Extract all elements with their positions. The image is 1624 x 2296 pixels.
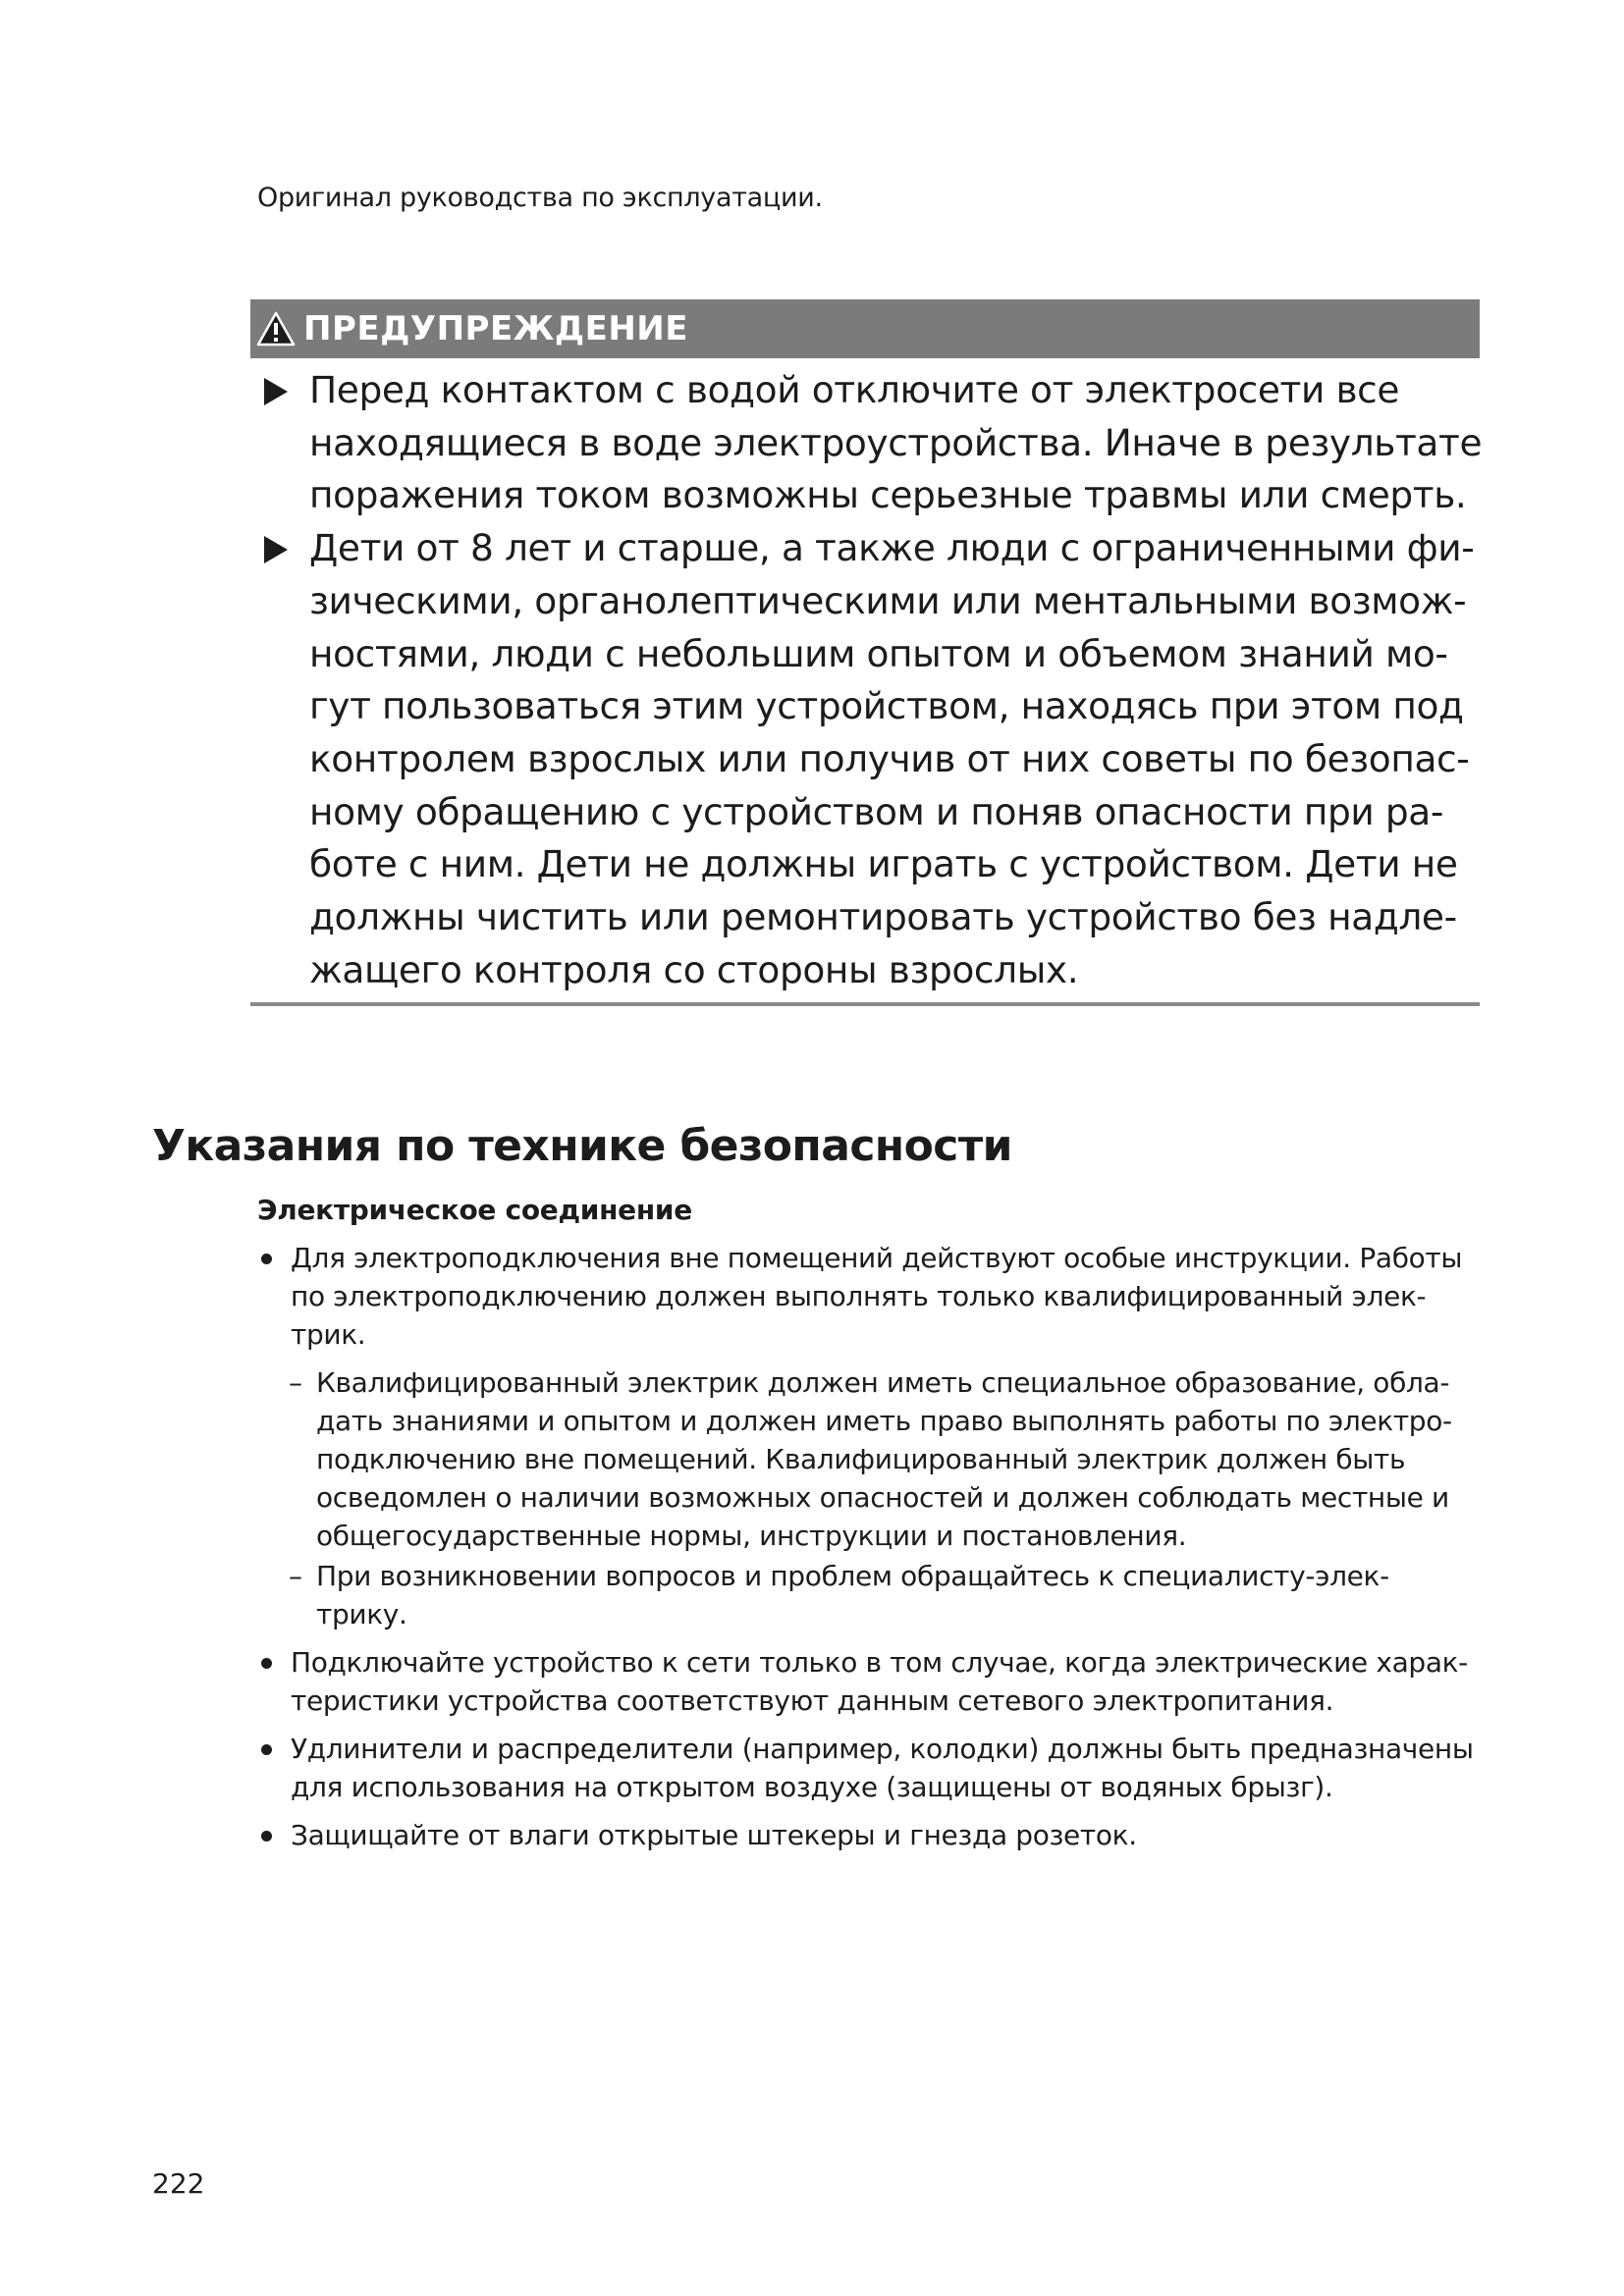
dash-line: При возникновении вопросов и проблем обращайтесь к специалисту-элек- (316, 1560, 1389, 1592)
dash-line: дать знаниями и опытом и должен иметь право выполнять работы по электро- (316, 1405, 1452, 1437)
warning-line: Перед контактом с водой отключите от электросети все (309, 368, 1400, 411)
warning-line: должны чистить или ремонтировать устройство без надле- (309, 895, 1457, 939)
dash-item (257, 1363, 1480, 1555)
dash-line: подключению вне помещений. Квалифицированный электрик должен быть (316, 1443, 1406, 1475)
bullet-line: Для электроподключения вне помещений действуют особые инструкции. Работы (291, 1242, 1463, 1274)
bullet-line: трик. (291, 1318, 366, 1351)
warning-line: контролем взрослых или получив от них советы по безопас- (309, 736, 1470, 780)
warning-header (250, 299, 1480, 358)
bullet-icon (261, 1831, 272, 1842)
bullet-icon (261, 1658, 272, 1669)
warning-divider (250, 1002, 1480, 1006)
warning-line: ному обращению с устройством и поняв опасности при ра- (309, 789, 1443, 833)
bullet-line: Защищайте от влаги открытые штекеры и гнезда розеток. (291, 1819, 1137, 1851)
warning-line: ностями, люди с небольшим опытом и объемом знаний мо- (309, 631, 1448, 675)
dash-line: Квалифицированный электрик должен иметь специальное образование, обла- (316, 1366, 1450, 1399)
dash-icon: – (289, 1560, 302, 1592)
warning-title: ПРЕДУПРЕЖДЕНИЕ (303, 309, 688, 348)
safety-instructions (257, 1239, 1480, 1864)
warning-line: гут пользоваться этим устройством, находясь при этом под (309, 684, 1464, 728)
bullet-line: теристики устройства соответствуют данным сетевого электропитания. (291, 1684, 1334, 1717)
dash-icon: – (289, 1366, 302, 1399)
dash-line: трику. (316, 1598, 407, 1630)
page-number: 222 (152, 2167, 205, 2200)
warning-line: жащего контроля со стороны взрослых. (309, 947, 1079, 991)
warning-line: находящиеся в воде электроустройства. Иначе в результате (309, 420, 1483, 464)
bullet-item (257, 1643, 1480, 1720)
bullet-item (257, 1730, 1480, 1806)
warning-line: боте с ним. Дети не должны играть с устройством. Дети не (309, 842, 1458, 886)
warning-line: поражения током возможны серьезные травмы или смерть. (309, 473, 1467, 517)
section-subtitle: Электрическое соединение (257, 1194, 692, 1226)
bullet-icon (261, 1254, 272, 1264)
warning-box (250, 299, 1483, 1006)
dash-item (257, 1557, 1480, 1633)
arrow-icon (264, 536, 288, 563)
bullet-line: по электроподключению должен выполнять только квалифицированный элек- (291, 1280, 1427, 1312)
intro-text: Оригинал руководства по эксплуатации. (257, 183, 823, 213)
arrow-icon (264, 378, 288, 405)
bullet-line: Удлинители и распределители (например, колодки) должны быть предназначены (291, 1733, 1474, 1765)
warning-item (250, 522, 1480, 996)
warning-triangle-icon (256, 311, 296, 347)
warning-list (250, 364, 1483, 996)
warning-line: Дети от 8 лет и старше, а также люди с ограниченными фи- (309, 526, 1475, 570)
dash-line: осведомлен о наличии возможных опасностей и должен соблюдать местные и (316, 1481, 1449, 1514)
warning-item (250, 364, 1483, 522)
bullet-icon (261, 1744, 272, 1755)
warning-line: зическими, органолептическими или ментальными возмож- (309, 578, 1467, 622)
dash-line: общегосударственные нормы, инструкции и постановления. (316, 1520, 1187, 1552)
bullet-item (257, 1816, 1480, 1854)
bullet-item (257, 1239, 1480, 1354)
section-title: Указания по технике безопасности (152, 1121, 1012, 1171)
bullet-line: для использования на открытом воздухе (защищены от водяных брызг). (291, 1771, 1333, 1803)
bullet-line: Подключайте устройство к сети только в том случае, когда электрические харак- (291, 1646, 1468, 1679)
